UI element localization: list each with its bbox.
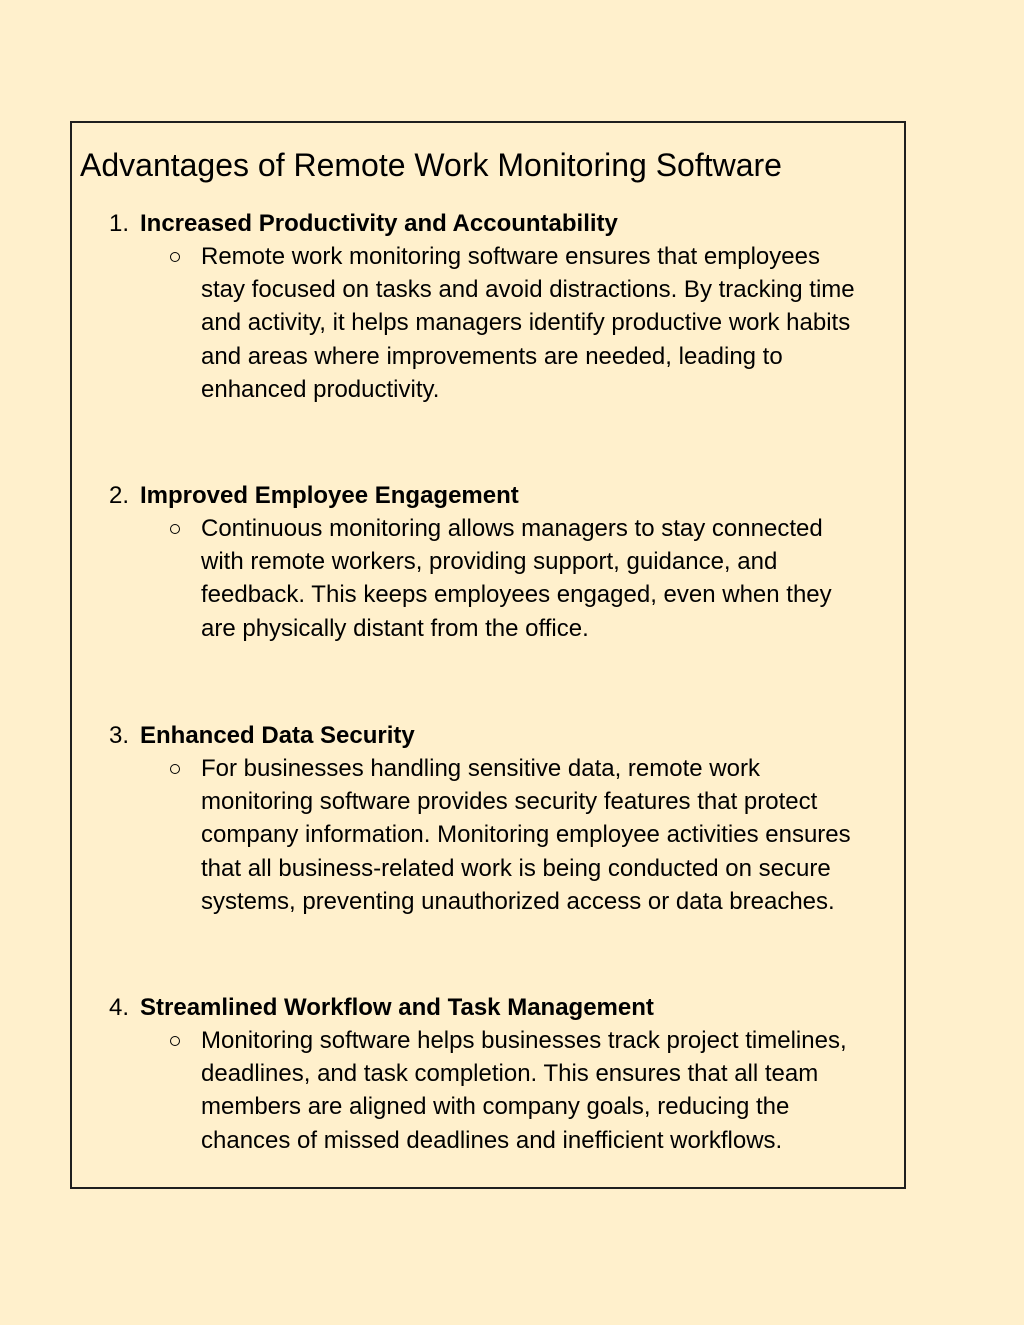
item-description <box>201 512 832 645</box>
text-line: stay focused on tasks and avoid distractions. By tracking time <box>201 276 855 304</box>
item-description <box>201 1024 847 1157</box>
text-line: Continuous monitoring allows managers to stay connected <box>201 515 823 542</box>
item-heading: Enhanced Data Security <box>140 722 415 749</box>
text-line: For businesses handling sensitive data, remote work <box>201 755 760 782</box>
item-number: 2. <box>109 482 130 509</box>
item-number: 3. <box>109 722 130 749</box>
item-heading: Improved Employee Engagement <box>140 482 519 509</box>
text-line: monitoring software provides security features that protect <box>201 788 818 816</box>
text-line: members are aligned with company goals, reducing the <box>201 1093 790 1121</box>
bullet-icon <box>170 512 184 545</box>
text-line: with remote workers, providing support, guidance, and <box>201 548 778 576</box>
bullet-icon <box>170 1024 184 1057</box>
text-line: Monitoring software helps businesses track project timelines, <box>201 1027 847 1054</box>
text-line: deadlines, and task completion. This ensures that all team <box>201 1060 819 1088</box>
text-line: and activity, it helps managers identify productive work habits <box>201 309 851 337</box>
text-line: that all business-related work is being conducted on secure <box>201 854 831 882</box>
item-heading: Increased Productivity and Accountability <box>140 210 618 237</box>
text-line: and areas where improvements are needed, leading to <box>201 342 783 370</box>
content-box <box>70 121 906 1189</box>
text-line: company information. Monitoring employee activities ensures <box>201 821 851 849</box>
item-description <box>201 240 855 406</box>
text-line: systems, preventing unauthorized access or data breaches. <box>201 887 835 915</box>
bullet-icon <box>170 752 184 785</box>
text-line: Remote work monitoring software ensures that employees <box>201 243 820 270</box>
bullet-icon <box>170 240 184 273</box>
item-description <box>201 752 851 918</box>
text-line: are physically distant from the office. <box>201 614 589 642</box>
text-line: chances of missed deadlines and inefficient workflows. <box>201 1126 783 1154</box>
item-heading: Streamlined Workflow and Task Management <box>140 994 654 1021</box>
page-title: Advantages of Remote Work Monitoring Software <box>80 147 782 183</box>
item-number: 1. <box>109 210 130 237</box>
item-number: 4. <box>109 994 130 1021</box>
text-line: enhanced productivity. <box>201 375 440 403</box>
text-line: feedback. This keeps employees engaged, even when they <box>201 581 832 609</box>
